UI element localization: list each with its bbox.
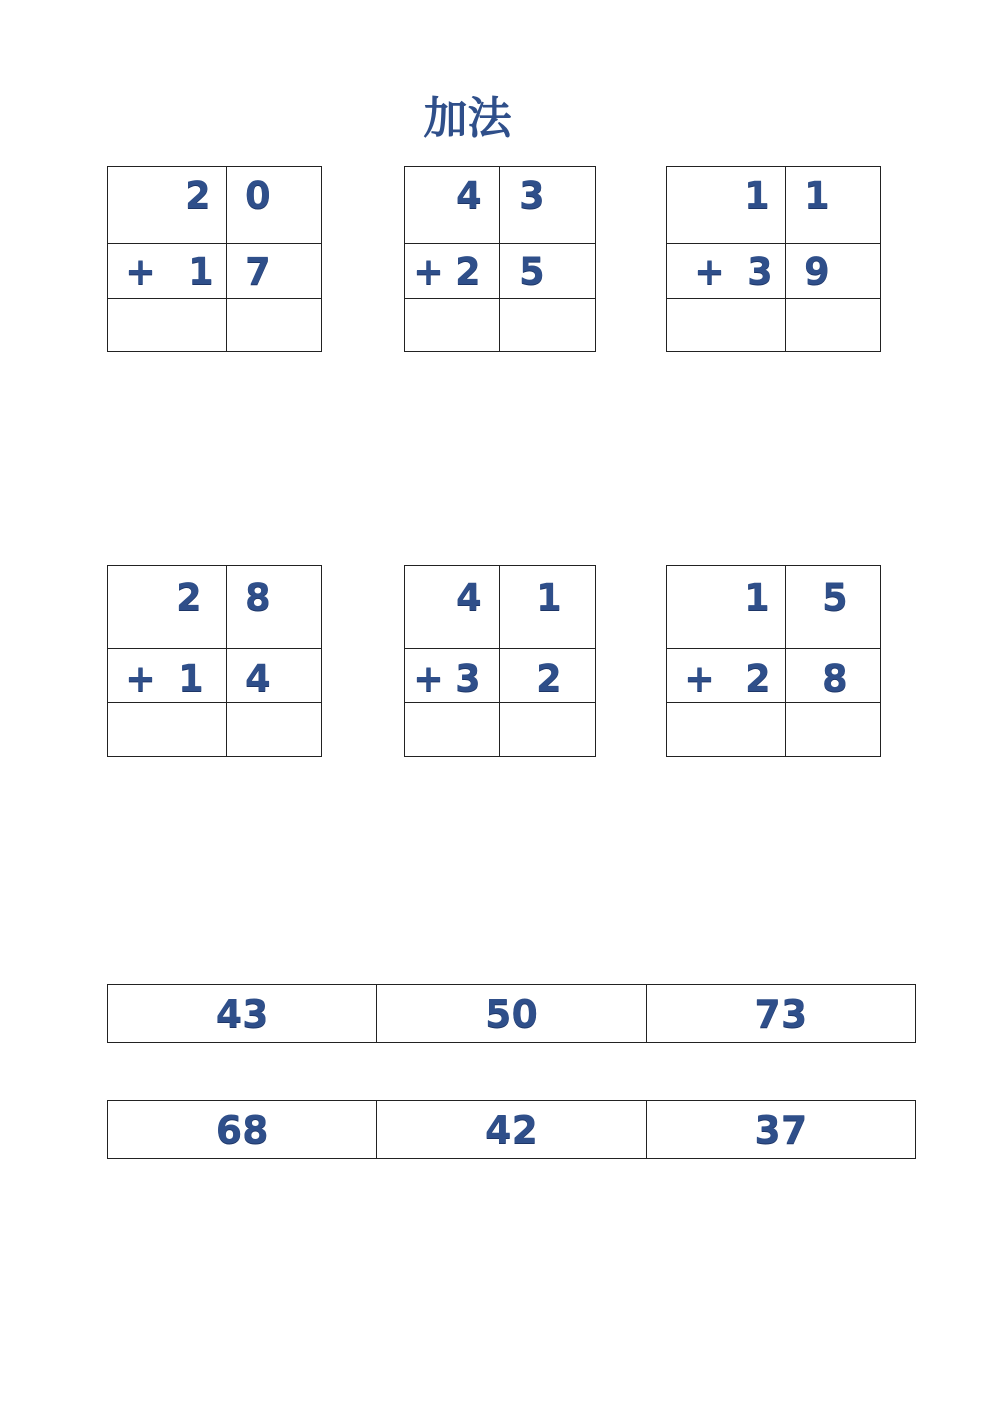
bottom-tens-digit: 2 [745,657,771,700]
top-ones-digit: 8 [245,576,271,619]
answer-option[interactable]: 50 [377,985,646,1042]
bottom-ones-digit: 9 [804,250,830,293]
top-ones-digit: 3 [519,174,545,217]
bottom-tens-digit: 3 [747,250,773,293]
plus-sign: + [413,657,445,700]
bottom-ones-digit: 4 [245,657,271,700]
answer-ones-cell[interactable] [786,703,881,757]
top-ones-digit: 1 [536,576,562,619]
top-tens-digit: 2 [176,576,202,619]
answer-ones-cell[interactable] [500,299,596,352]
answer-tens-cell[interactable] [108,703,226,757]
answer-tens-cell[interactable] [405,703,499,757]
addition-problem-1 [107,166,322,352]
top-tens-digit: 4 [456,576,482,619]
answer-tens-cell[interactable] [667,703,785,757]
answer-option[interactable]: 37 [754,1107,808,1152]
bottom-ones-digit: 7 [245,250,271,293]
addition-problem-2 [404,166,596,352]
bottom-ones-digit: 8 [822,657,848,700]
addition-problem-5 [404,565,596,757]
answer-tens-cell[interactable] [108,299,226,352]
addition-problem-6 [666,565,881,757]
answer-option[interactable]: 42 [377,1101,646,1158]
top-ones-digit: 0 [245,174,271,217]
answer-ones-cell[interactable] [500,703,596,757]
bottom-tens-digit: 3 [455,657,481,700]
answer-tens-cell[interactable] [667,299,785,352]
top-ones-digit: 5 [822,576,848,619]
addition-problem-3 [666,166,881,352]
plus-sign: + [413,250,445,293]
answer-bank-row-2 [107,1100,916,1159]
addition-problem-4 [107,565,322,757]
answer-option[interactable]: 43 [108,985,377,1042]
top-tens-digit: 2 [185,174,211,217]
answer-ones-cell[interactable] [227,703,322,757]
bottom-ones-digit: 5 [519,250,545,293]
bottom-tens-digit: 1 [178,657,204,700]
plus-sign: + [684,657,716,700]
plus-sign: + [694,250,726,293]
answer-option[interactable]: 68 [108,1101,377,1158]
bottom-tens-digit: 2 [455,250,481,293]
answer-ones-cell[interactable] [227,299,322,352]
answer-bank-row-1 [107,984,916,1043]
top-tens-digit: 1 [744,174,770,217]
plus-sign: + [125,250,157,293]
answer-ones-cell[interactable] [786,299,881,352]
bottom-ones-digit: 2 [536,657,562,700]
page-title: 加法 [423,93,512,144]
top-tens-digit: 4 [456,174,482,217]
bottom-tens-digit: 1 [188,250,214,293]
answer-tens-cell[interactable] [405,299,499,352]
top-tens-digit: 1 [744,576,770,619]
top-ones-digit: 1 [804,174,830,217]
plus-sign: + [125,657,157,700]
answer-option[interactable]: 73 [754,991,808,1036]
